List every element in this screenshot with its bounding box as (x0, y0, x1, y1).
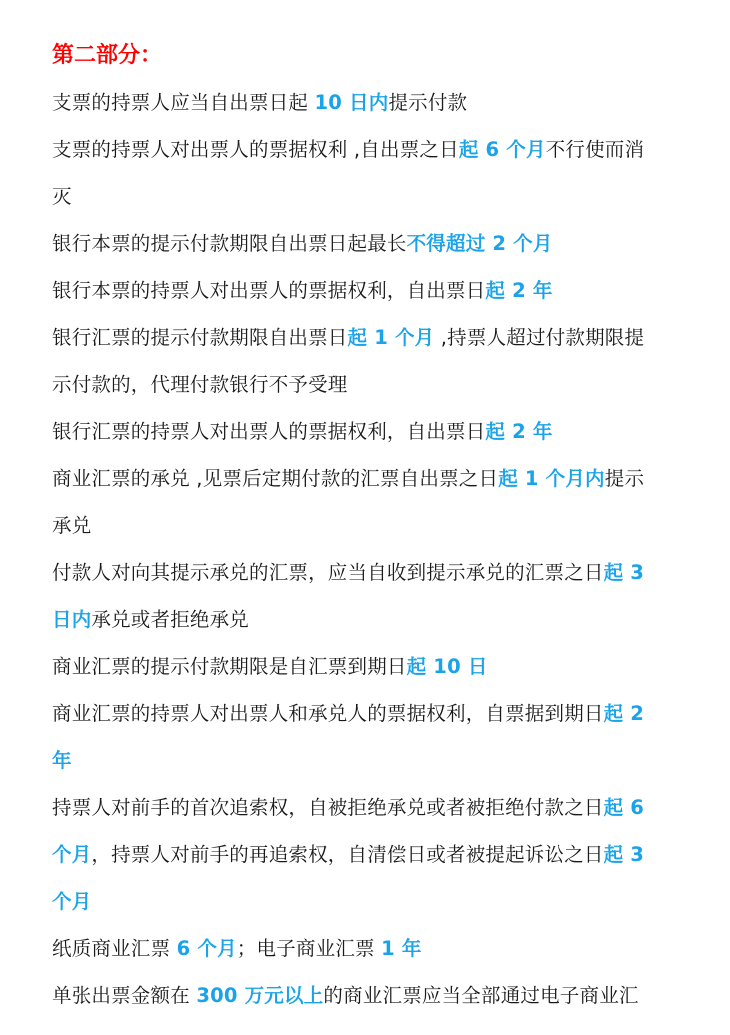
text-line (52, 227, 553, 261)
body-text: 银行本票的提示付款期限自出票日起最长 (52, 232, 407, 255)
text-line (52, 744, 72, 778)
body-text: ；电子商业汇票 (236, 937, 382, 960)
body-text: 纸质商业汇票 (52, 937, 177, 960)
highlight-text: 起 1 个月内 (498, 467, 605, 490)
highlight-text: 起 10 日 (406, 655, 488, 678)
body-text: 支票的持票人对出票人的票据权利 ,自出票之日 (52, 138, 459, 161)
body-text: ,持票人超过付款期限提 (434, 326, 645, 349)
section-title: 第二部分： (52, 43, 163, 68)
body-text: 银行本票的持票人对出票人的票据权利，自出票日 (52, 279, 486, 302)
body-text: 提示 (604, 467, 645, 490)
highlight-text: 日内 (52, 608, 92, 631)
highlight-text: 个月 (52, 890, 92, 913)
text-line (52, 979, 639, 1013)
body-text: 承兑或者拒绝承兑 (91, 608, 250, 631)
text-line (52, 509, 91, 543)
highlight-text: 起 3 (603, 843, 645, 866)
text-line (52, 415, 553, 449)
text-line (52, 368, 348, 402)
highlight-text: 起 6 个月 (458, 138, 546, 161)
text-line (52, 321, 644, 355)
highlight-text: 起 2 年 (485, 279, 553, 302)
text-line (52, 885, 91, 919)
text-line (52, 603, 249, 637)
body-text: 付款人对向其提示承兑的汇票，应当自收到提示承兑的汇票之日 (52, 561, 604, 584)
highlight-text: 10 日内 (314, 91, 389, 114)
text-line (52, 180, 72, 214)
highlight-text: 不得超过 2 个月 (406, 232, 553, 255)
text-line (52, 274, 553, 308)
text-line (52, 838, 644, 872)
body-text: 商业汇票的持票人对出票人和承兑人的票据权利，自票据到期日 (52, 702, 604, 725)
body-text: 承兑 (52, 514, 92, 537)
body-text: 商业汇票的承兑 ,见票后定期付款的汇票自出票之日 (52, 467, 499, 490)
body-text: 支票的持票人应当自出票日起 (52, 91, 315, 114)
body-text: 商业汇票的提示付款期限是自汇票到期日 (52, 655, 407, 678)
highlight-text: 起 1 个月 (347, 326, 435, 349)
body-text: 银行汇票的提示付款期限自出票日 (52, 326, 348, 349)
highlight-text: 年 (52, 749, 72, 772)
body-text: 灭 (52, 185, 72, 208)
highlight-text: 起 6 (603, 796, 645, 819)
highlight-text: 1 年 (381, 937, 422, 960)
body-text: 银行汇票的持票人对出票人的票据权利，自出票日 (52, 420, 486, 443)
body-text: 的商业汇票应当全部通过电子商业汇 (323, 984, 639, 1007)
body-text: 单张出票金额在 (52, 984, 197, 1007)
text-line (52, 133, 644, 167)
body-text: 不行使而消 (545, 138, 645, 161)
highlight-text: 6 个月 (176, 937, 237, 960)
body-text: ，持票人对前手的再追索权，自清偿日或者被提起诉讼之日 (91, 843, 604, 866)
text-line (52, 932, 422, 966)
text-line (52, 86, 467, 120)
body-text: 示付款的，代理付款银行不予受理 (52, 373, 348, 396)
text-line (52, 697, 644, 731)
text-line (52, 462, 644, 496)
highlight-text: 起 2 (603, 702, 645, 725)
body-text: 提示付款 (388, 91, 468, 114)
text-line (52, 556, 644, 590)
text-line (52, 650, 488, 684)
body-text: 持票人对前手的首次追索权，自被拒绝承兑或者被拒绝付款之日 (52, 796, 604, 819)
text-line (52, 791, 644, 825)
highlight-text: 个月 (52, 843, 92, 866)
highlight-text: 起 2 年 (485, 420, 553, 443)
highlight-text: 起 3 (603, 561, 645, 584)
highlight-text: 300 万元以上 (196, 984, 324, 1007)
